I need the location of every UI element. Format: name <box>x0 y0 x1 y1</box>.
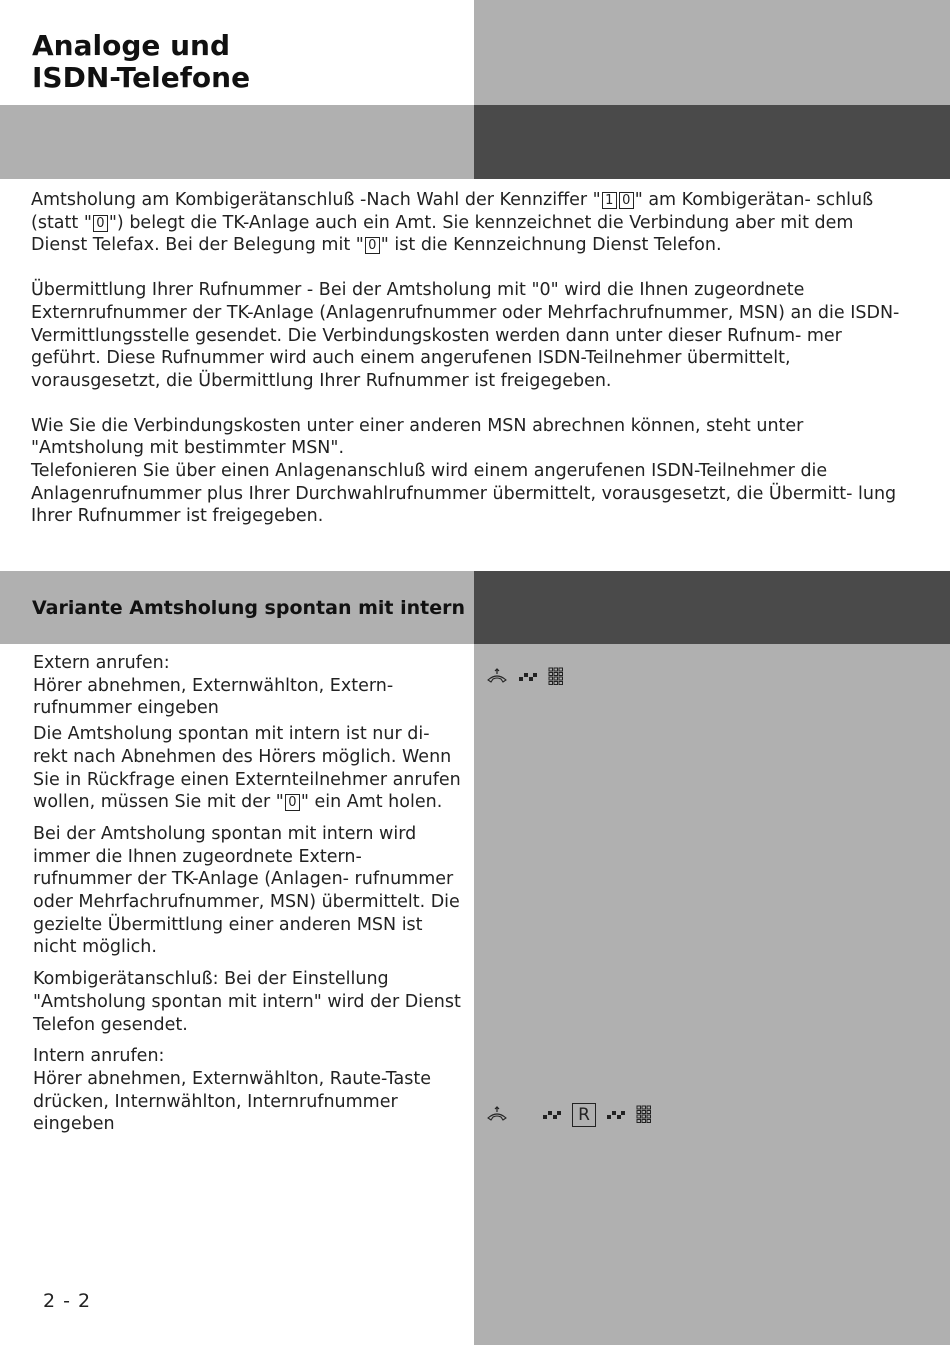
intro-p1-part-b: " am Kombigerätan- schluß (statt " <box>31 190 874 233</box>
extern-call-icons <box>486 667 564 687</box>
dial-tone-icon <box>542 1109 562 1121</box>
keypad-icon <box>636 1105 652 1125</box>
section-band-dark <box>474 571 950 644</box>
key-0: 0 <box>365 237 380 254</box>
page-title-line-2: ISDN-Telefone <box>32 61 251 94</box>
term-anlagenanschluss: Anlagenanschluß <box>275 461 426 482</box>
info1-part-b: " ein Amt holen. <box>300 792 443 813</box>
intro-paragraph-msn: Wie Sie die Verbindungskosten unter einer anderen MSN abrechnen können, steht unter "Amtsholung mit bestimmter MSN". <box>31 415 804 459</box>
term-kombigeraetanschluss: Amtsholung am Kombigerätanschluß <box>31 190 355 210</box>
r-key: R <box>572 1103 596 1127</box>
header-band-light <box>0 105 474 179</box>
intro-p4-part-b: wird einem angerufenen ISDN-Teilnehmer die Anlagenrufnummer plus Ihrer Durchwahlrufnummer übermittelt, vorausgesetzt, die Übermitt- lung Ihrer Rufnummer ist freigegeben. <box>31 461 897 527</box>
intro-text <box>31 189 911 528</box>
info1-part-a: Die Amtsholung spontan mit intern ist nur di- rekt nach Abnehmen des Hörers möglich. Wenn Sie in Rückfrage einen Externteilnehmer anrufen wollen, müssen Sie mit der " <box>33 724 461 813</box>
intro-p1-part-d: " ist die Kennzeichnung Dienst Telefon. <box>380 235 722 256</box>
dial-tone-icon <box>606 1109 626 1121</box>
extern-call-steps: Hörer abnehmen, Externwählton, Extern- rufnummer eingeben <box>33 675 394 719</box>
handset-lift-icon <box>486 668 508 686</box>
intern-call-heading: Intern anrufen: <box>33 1046 165 1067</box>
key-0: 0 <box>619 192 634 209</box>
intro-p1-part-a: -Nach Wahl der Kennziffer " <box>354 190 601 210</box>
page-title <box>32 30 250 94</box>
key-1: 1 <box>602 192 617 209</box>
key-0: 0 <box>93 215 108 232</box>
info-paragraph-3: Kombigerätanschluß: Bei der Einstellung "Amtsholung spontan mit intern" wird der Dienst Telefon gesendet. <box>33 969 461 1035</box>
intro-paragraph-kombi <box>31 189 911 257</box>
extern-call-block <box>33 652 463 720</box>
intern-call-block <box>33 1045 463 1136</box>
section-instructions <box>33 652 463 1145</box>
intro-paragraph-anlagenanschluss <box>31 460 911 528</box>
intro-paragraph-rufnummer: Übermittlung Ihrer Rufnummer - Bei der Amtsholung mit "0" wird die Ihnen zugeordnete Externrufnummer der TK-Anlage (Anlagenrufnummer oder Mehrfachrufnummer, MSN) an die ISDN-Vermittlungsstelle gesendet. Die Verbindungskosten werden dann unter dieser Rufnum- mer geführt. Diese Rufnummer wird auch einem angerufenen ISDN-Teilnehmer übermittelt, vorausgesetzt, die Übermittlung Ihrer Rufnummer ist freigegeben. <box>31 280 900 391</box>
dial-tone-icon <box>518 671 538 683</box>
page-number: 2 - 2 <box>43 1290 92 1312</box>
info-paragraph-1 <box>33 723 463 814</box>
info-paragraph-2: Bei der Amtsholung spontan mit intern wird immer die Ihnen zugeordnete Extern- rufnummer der TK-Anlage (Anlagen- rufnummer oder Mehrfachrufnummer, MSN) übermittelt. Die gezielte Übermittlung einer anderen MSN ist nicht möglich. <box>33 823 460 958</box>
intro-p4-part-a: Telefonieren Sie über einen <box>31 461 276 482</box>
keypad-icon <box>548 667 564 687</box>
key-0: 0 <box>285 794 300 811</box>
intern-call-steps: Hörer abnehmen, Externwählton, Raute-Taste drücken, Internwählton, Internrufnummer eingeben <box>33 1068 431 1135</box>
page-title-line-1: Analoge und <box>32 29 231 62</box>
handset-lift-icon <box>486 1106 508 1124</box>
header-band-dark <box>474 105 950 179</box>
section-title: Variante Amtsholung spontan mit intern <box>32 597 466 619</box>
intro-p1-part-c: ") belegt die TK-Anlage auch ein Amt. Sie kennzeichnet die Verbindung aber mit dem Dienst Telefax. Bei der Belegung mit " <box>31 212 854 256</box>
extern-call-heading: Extern anrufen: <box>33 653 170 673</box>
intern-call-icons <box>486 1103 652 1127</box>
